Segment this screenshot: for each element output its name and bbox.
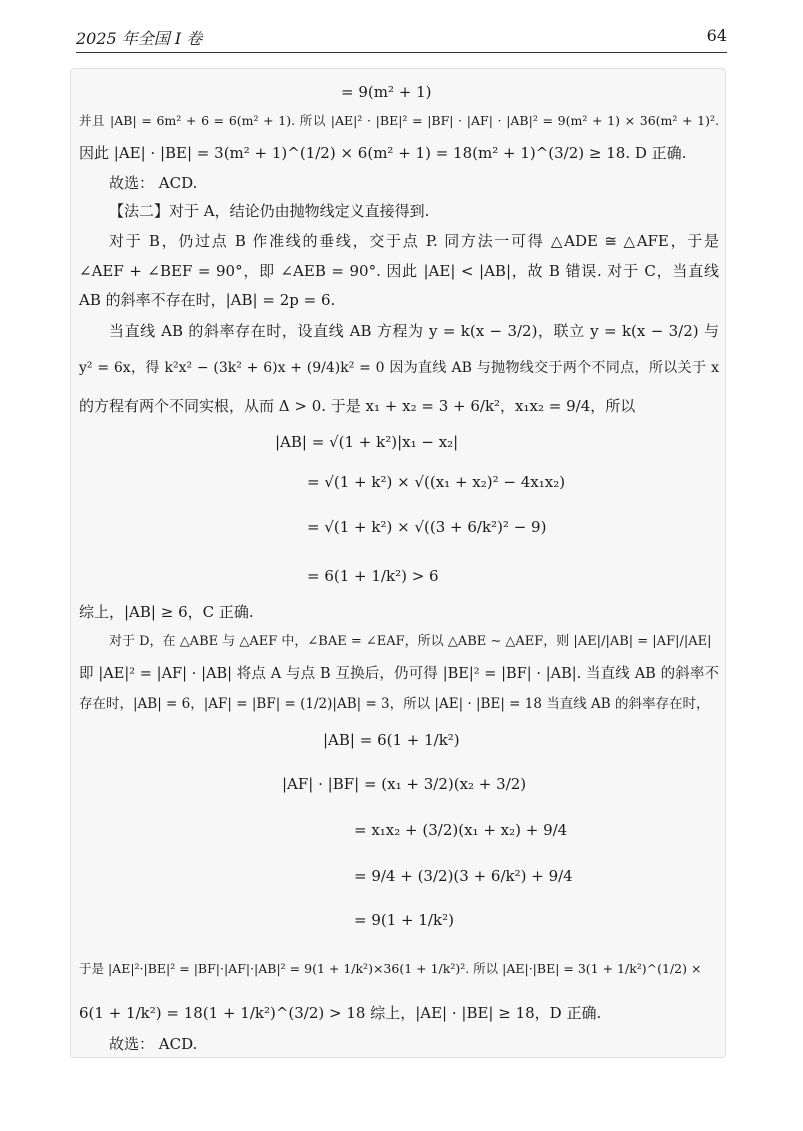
text-line: 6(1 + 1/k²) = 18(1 + 1/k²)^(3/2) > 18 综上，|AE| · |BE| ≥ 18，D 正确. <box>79 1004 602 1022</box>
text-line: 的方程有两个不同实根，从而 Δ > 0. 于是 x₁ + x₂ = 3 + 6/k²，x₁x₂ = 9/4，所以 <box>79 397 636 415</box>
text-line: AB 的斜率不存在时，|AB| = 2p = 6. <box>79 291 336 309</box>
solution-panel <box>70 68 726 1058</box>
equation-line: |AF| · |BF| = (x₁ + 3/2)(x₂ + 3/2) <box>282 775 527 793</box>
page-header <box>76 22 727 48</box>
text-line: 对于 D，在 △ABE 与 △AEF 中，∠BAE = ∠EAF，所以 △ABE ∼ △AEF，则 |AE|/|AB| = |AF|/|AE| <box>109 634 712 649</box>
equation-line: = √(1 + k²) × √((3 + 6/k²)² − 9) <box>307 518 547 536</box>
text-line: ∠AEF + ∠BEF = 90°，即 ∠AEB = 90°. 因此 |AE| < |AB|，故 B 错误. 对于 C，当直线 <box>79 262 719 280</box>
text-line: 于是 |AE|²·|BE|² = |BF|·|AF|·|AB|² = 9(1 + 1/k²)×36(1 + 1/k²)². 所以 |AE|·|BE| = 3(1 + 1/k²)^(1/2) × <box>79 961 702 976</box>
text-line: 因此 |AE| · |BE| = 3(m² + 1)^(1/2) × 6(m² + 1) = 18(m² + 1)^(3/2) ≥ 18. D 正确. <box>79 144 687 162</box>
equation-line: |AB| = 6(1 + 1/k²) <box>323 731 460 749</box>
equation-line: = 9/4 + (3/2)(3 + 6/k²) + 9/4 <box>354 867 573 885</box>
text-line: 对于 B，仍过点 B 作准线的垂线，交于点 P. 同方法一可得 △ADE ≅ △AFE，于是 <box>109 232 719 250</box>
text-line: y² = 6x，得 k²x² − (3k² + 6)x + (9/4)k² = 0 因为直线 AB 与抛物线交于两个不同点，所以关于 x <box>79 360 719 376</box>
equation-line: |AB| = √(1 + k²)|x₁ − x₂| <box>275 433 459 451</box>
answer-line: 故选： ACD. <box>109 174 198 192</box>
method-heading: 【法二】对于 A，结论仍由抛物线定义直接得到. <box>109 202 430 220</box>
text-line: 综上，|AB| ≥ 6，C 正确. <box>79 603 254 621</box>
text-line: 即 |AE|² = |AF| · |AB| 将点 A 与点 B 互换后，仍可得 |BE|² = |BF| · |AB|. 当直线 AB 的斜率不 <box>79 666 719 682</box>
equation-line: = 9(1 + 1/k²) <box>354 911 454 929</box>
header-rule <box>76 52 727 53</box>
page-number: 64 <box>706 26 727 45</box>
answer-line: 故选： ACD. <box>109 1035 198 1053</box>
equation-line: = x₁x₂ + (3/2)(x₁ + x₂) + 9/4 <box>354 821 568 839</box>
text-line: 存在时，|AB| = 6，|AF| = |BF| = (1/2)|AB| = 3，所以 |AE| · |BE| = 18 当直线 AB 的斜率存在时， <box>79 696 710 712</box>
equation-line: = 9(m² + 1) <box>341 83 432 101</box>
header-title: 2025 年全国 I 卷 <box>76 29 203 48</box>
text-line: 并且 |AB| = 6m² + 6 = 6(m² + 1). 所以 |AE|² · |BE|² = |BF| · |AF| · |AB|² = 9(m² + 1) × 36(m² + 1)². <box>79 113 719 128</box>
text-line: 当直线 AB 的斜率存在时，设直线 AB 方程为 y = k(x − 3/2)，联立 y = k(x − 3/2) 与 <box>109 322 719 340</box>
equation-line: = 6(1 + 1/k²) > 6 <box>307 567 439 585</box>
equation-line: = √(1 + k²) × √((x₁ + x₂)² − 4x₁x₂) <box>307 473 566 491</box>
